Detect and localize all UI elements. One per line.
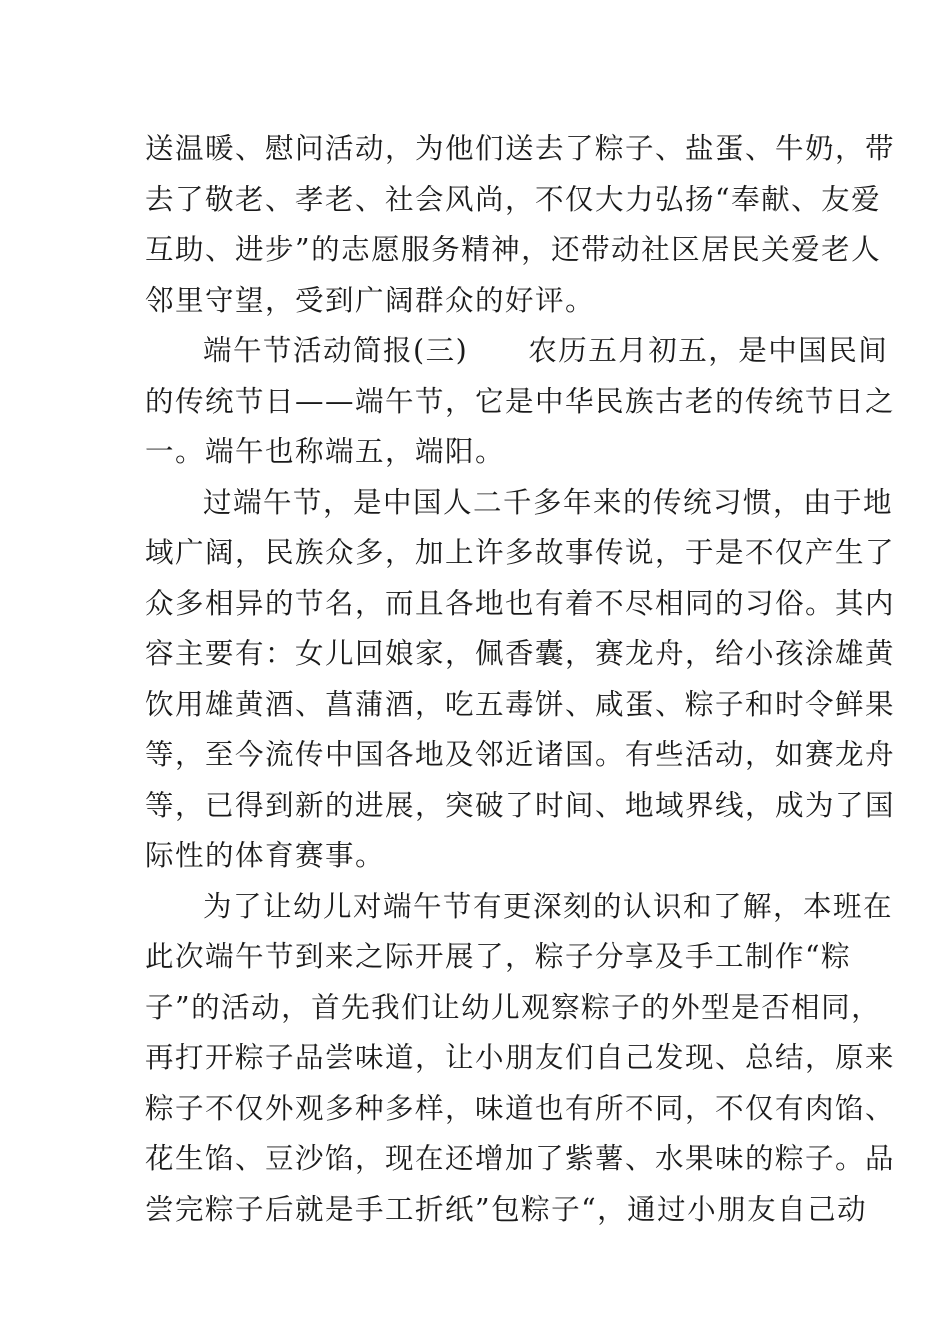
paragraph-1-line-2: 去了敬老、孝老、社会风尚，不仅大力弘扬“奉献、友爱 bbox=[145, 182, 882, 216]
paragraph-4-line-1: 为了让幼儿对端午节有更深刻的认识和了解，本班在 bbox=[203, 889, 894, 923]
paragraph-1-line-4: 邻里守望，受到广阔群众的好评。 bbox=[145, 283, 596, 317]
document-body bbox=[145, 124, 896, 1235]
paragraph-2-line-1: 端午节活动简报(三) 农历五月初五，是中国民间 bbox=[203, 334, 889, 367]
paragraph-4-line-3: 子”的活动，首先我们让幼儿观察粽子的外型是否相同， bbox=[145, 990, 882, 1024]
paragraph-4-line-6: 花生馅、豆沙馅，现在还增加了紫薯、水果味的粽子。品 bbox=[145, 1142, 896, 1175]
paragraph-3-line-5: 饮用雄黄酒、菖蒲酒，吃五毒饼、咸蛋、粽子和时令鲜果 bbox=[145, 687, 896, 721]
paragraph-1-line-1: 送温暖、慰问活动，为他们送去了粽子、盐蛋、牛奶，带 bbox=[145, 132, 896, 165]
paragraph-3-line-7: 等，已得到新的进展，突破了时间、地域界线，成为了国 bbox=[145, 788, 896, 822]
paragraph-3-line-1: 过端午节，是中国人二千多年来的传统习惯，由于地 bbox=[203, 485, 894, 519]
paragraph-4-line-4: 再打开粽子品尝味道，让小朋友们自己发现、总结，原来 bbox=[145, 1041, 896, 1074]
paragraph-2-line-2: 的传统节日——端午节，它是中华民族古老的传统节日之 bbox=[145, 384, 896, 418]
paragraph-3-line-6: 等，至今流传中国各地及邻近诸国。有些活动，如赛龙舟 bbox=[145, 738, 896, 771]
paragraph-3-line-3: 众多相异的节名，而且各地也有着不尽相同的习俗。其内 bbox=[145, 586, 896, 620]
paragraph-4-line-5: 粽子不仅外观多种多样，味道也有所不同，不仅有肉馅、 bbox=[145, 1091, 896, 1125]
paragraph-1-line-3: 互助、进步”的志愿服务精神，还带动社区居民关爱老人 bbox=[145, 233, 882, 266]
paragraph-3-line-2: 域广阔，民族众多，加上许多故事传说，于是不仅产生了 bbox=[145, 536, 896, 569]
paragraph-3-line-8: 际性的体育赛事。 bbox=[145, 839, 386, 872]
paragraph-4-line-7: 尝完粽子后就是手工折纸”包粽子“，通过小朋友自己动 bbox=[145, 1192, 868, 1226]
paragraph-4-line-2: 此次端午节到来之际开展了，粽子分享及手工制作“粽 bbox=[145, 940, 852, 973]
paragraph-2-line-3: 一。端午也称端五，端阳。 bbox=[145, 435, 506, 468]
paragraph-3-line-4: 容主要有：女儿回娘家，佩香囊，赛龙舟，给小孩涂雄黄 bbox=[145, 637, 896, 670]
